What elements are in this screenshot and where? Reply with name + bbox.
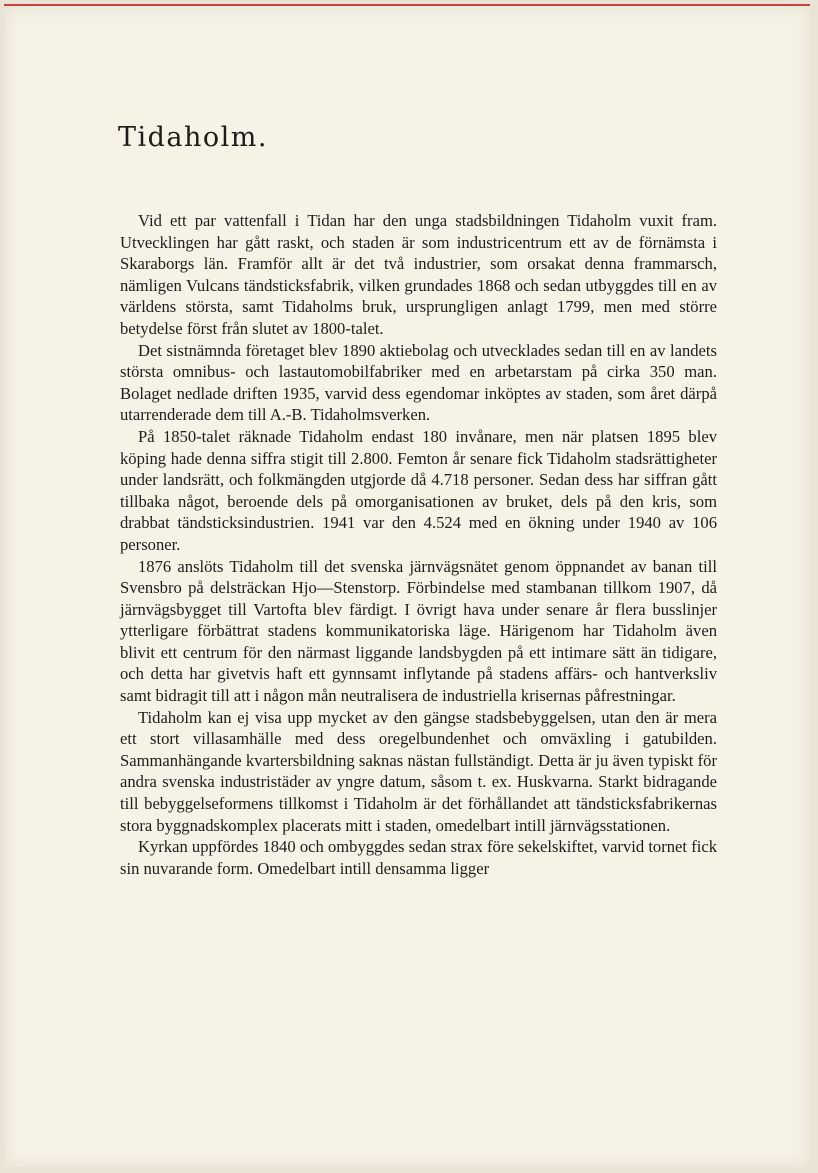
paragraph: Vid ett par vattenfall i Tidan har den unga stadsbildningen Tidaholm vuxit fram. Utvecklingen har gått raskt, och staden är som industricentrum ett av de förnämsta i Skaraborgs län. Framför allt är det två industrier, som orsakat denna frammarsch, nämligen Vulcans tändsticksfabrik, vilken grundades 1868 och sedan utbyggdes till en av världens största, samt Tidaholms bruk, ursprungligen anlagt 1799, men med större betydelse först från slutet av 1800-talet.: [120, 211, 717, 338]
body-text: [120, 210, 717, 879]
paragraph: Kyrkan uppfördes 1840 och ombyggdes sedan strax före sekelskiftet, varvid tornet fick sin nuvarande form. Omedelbart intill densamma ligger: [120, 837, 717, 878]
paragraph: 1876 anslöts Tidaholm till det svenska järnvägsnätet genom öppnandet av banan till Svensbro på delsträckan Hjo—Stenstorp. Förbindelse med stambanan tillkom 1907, då järnvägsbygget till Vartofta blev färdigt. I övrigt hava under senare år flera busslinjer ytterligare förbättrat stadens kommunikatoriska läge. Härigenom har Tidaholm även blivit ett centrum för den närmast liggande landsbygden på ett intimare sätt än tidigare, och detta har givetvis haft ett gynnsamt inflytande på stadens affärs- och hantverksliv samt bidragit till att i någon mån neutralisera de industriella krisernas påfrestningar.: [120, 556, 717, 706]
paragraph: Det sistnämnda företaget blev 1890 aktiebolag och utvecklades sedan till en av landets största omnibus- och lastautomobilfabriker med en arbetarstam på cirka 350 man. Bolaget nedlade driften 1935, varvid dess egendomar inköptes av staden, som året därpå utarrenderade dem till A.-B. Tidaholmsverken.: [120, 340, 717, 425]
paragraph: På 1850-talet räknade Tidaholm endast 180 invånare, men när platsen 1895 blev köping hade denna siffra stigit till 2.800. Femton år senare fick Tidaholm stadsrättigheter under landsrätt, och folkmängden utgjorde då 4.718 personer. Sedan dess har siffran gått tillbaka något, beroende dels på omorganisationen av bruket, dels på den kris, som drabbat tändsticksindustrien. 1941 var den 4.524 med en ökning under 1940 av 106 personer.: [120, 426, 717, 554]
page-title: Tidaholm.: [118, 122, 268, 153]
paragraph: Tidaholm kan ej visa upp mycket av den gängse stadsbebyggelsen, utan den är mera ett stort villasamhälle med dess oregelbundenhet och omväxling i gatubilden. Sammanhängande kvartersbildning saknas nästan fullständigt. Detta är ju även typiskt för andra svenska industristäder av yngre datum, såsom t. ex. Huskvarna. Starkt bidragande till bebyggelseformens tillkomst i Tidaholm är det förhållandet att tändsticksfabrikernas stora byggnadskomplex placerats mitt i staden, omedelbart intill järnvägsstationen.: [120, 707, 717, 835]
document-page: [4, 4, 810, 1167]
